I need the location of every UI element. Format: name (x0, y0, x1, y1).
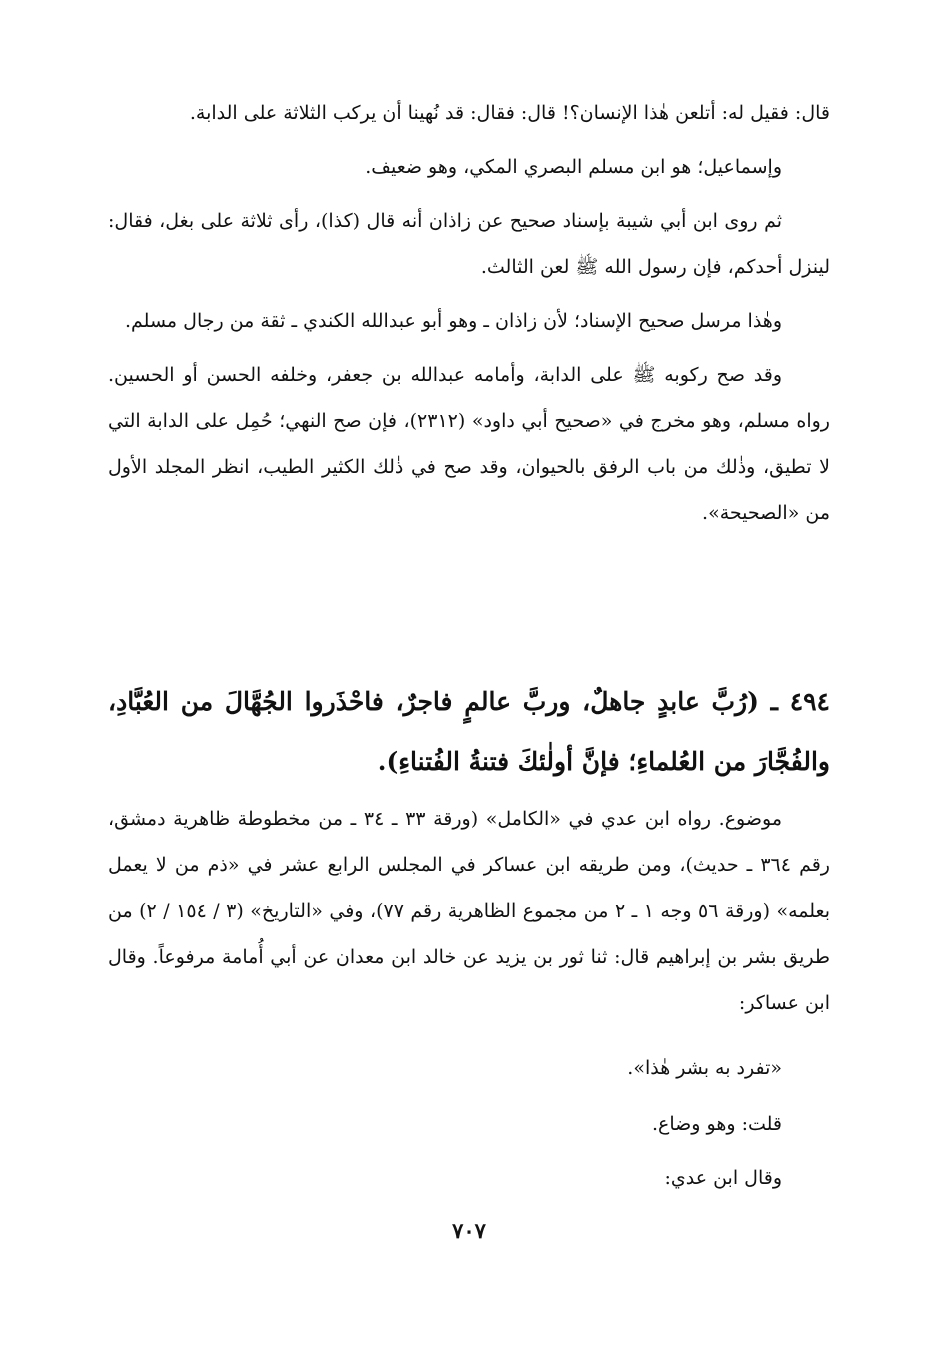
top-text-block (108, 90, 830, 536)
takhrij-block (108, 796, 830, 1026)
paragraph-continuation: قال: فقيل له: أتلعن هٰذا الإنسان؟! قال: فقال: قد نُهينا أن يركب الثلاثة على الدابة. (189, 102, 830, 124)
quote-note: قلت: وهو وضاع. (652, 1113, 782, 1135)
paragraph-mursal: وهٰذا مرسل صحيح الإسناد؛ لأن زاذان ـ وهو أبو عبدالله الكندي ـ ثقة من رجال مسلم. (125, 310, 782, 332)
quote-ibn-asakir: «تفرد به بشر هٰذا». (627, 1057, 782, 1079)
page-number: ٧٠٧ (452, 1218, 486, 1243)
paragraph-ismail: وإسماعيل؛ هو ابن مسلم البصري المكي، وهو ضعيف. (365, 156, 782, 178)
paragraph-ibn-abi-shaybah: ثم روى ابن أبي شيبة بإسناد صحيح عن زاذان أنه قال (كذا)، رأى ثلاثة على بغل، فقال: لينزل أحدكم، فإن رسول الله ﷺ لعن الثالث. (108, 210, 830, 278)
paragraph-riding: وقد صح ركوبه ﷺ على الدابة، وأمامه عبدالله بن جعفر، وخلفه الحسن أو الحسين. رواه مسلم، وهو مخرج في «صحيح أبي داود» (٢٣١٢)، فإن صح النهي؛ حُمِل على الدابة التي لا تطيق، وذٰلك من باب الرفق بالحيوان، وقد صح في ذٰلك الكثير الطيب، انظر المجلد الأول من «الصحيحة». (108, 364, 830, 524)
hadith-heading: ٤٩٤ ـ (رُبَّ عابدٍ جاهلٌ، وربَّ عالمٍ فاجرٌ، فاحْذَروا الجُهَّالَ من العُبَّادِ، والفُجَّارَ من العُلماءِ؛ فإنَّ أولٰئكَ فتنةُ الفُتناءِ). (108, 687, 830, 776)
quote-ibn-adi: وقال ابن عدي: (664, 1167, 782, 1189)
paragraph-takhrij: موضوع. رواه ابن عدي في «الكامل» (ورقة ٣٣ ـ ٣٤ ـ من مخطوطة ظاهرية دمشق، رقم ٣٦٤ ـ حديث)، ومن طريقه ابن عساكر في المجلس الرابع عشر في «ذم من لا يعمل بعلمه» (ورقة ٥٦ وجه ١ ـ ٢ من مجموع الظاهرية رقم ٧٧)، وفي «التاريخ» (٣ / ١٥٤ / ٢) من طريق بشر بن إبراهيم قال: ثنا ثور بن يزيد عن خالد ابن معدان عن أبي أُمامة مرفوعاً. وقال ابن عساكر: (108, 808, 831, 1014)
